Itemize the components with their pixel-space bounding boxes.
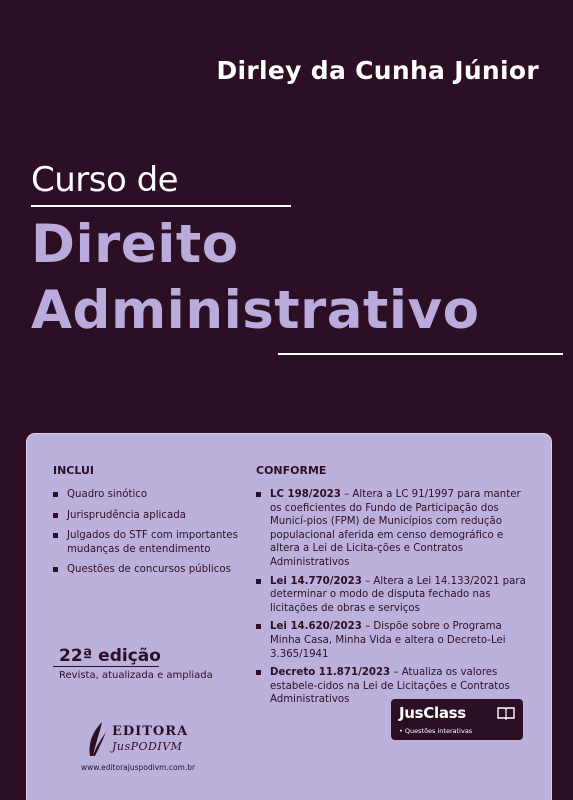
edition-rule: [53, 666, 159, 667]
conforme-heading: CONFORME: [256, 464, 327, 477]
list-item: Decreto 11.871/2023 – Atualiza os valores estabele-cidos na Lei de Licitações e Contratos Administrativos: [256, 666, 531, 707]
publisher-logo: [82, 720, 202, 760]
author-name: Dirley da Cunha Júnior: [216, 56, 539, 85]
bullet-icon: [256, 579, 261, 584]
inclui-list: [53, 488, 243, 584]
edition-subtitle: Revista, atualizada e ampliada: [59, 670, 213, 681]
list-item: Questões de concursos públicos: [53, 563, 243, 577]
book-icon: [497, 706, 515, 720]
publisher-name: EDITORA: [112, 724, 189, 739]
jusclass-name: JusClass: [399, 704, 466, 722]
title-prefix: Curso de: [31, 160, 179, 200]
bullet-icon: [53, 567, 58, 572]
bullet-icon: [53, 492, 58, 497]
info-panel: [27, 434, 551, 800]
jusclass-badge: [391, 699, 523, 740]
list-item: Julgados do STF com importantes mudanças de entendimento: [53, 529, 243, 556]
list-item: LC 198/2023 – Altera a LC 91/1997 para manter os coeficientes do Fundo de Participação dos Municí-pios (FPM) de Municípios com redução populacional aferida em censo demográfico e altera a Lei de Licita-ções e Contratos Administrativos: [256, 488, 531, 570]
bullet-icon: [256, 492, 261, 497]
title-bottom-rule: [278, 353, 563, 355]
bullet-icon: [53, 513, 58, 518]
quill-icon: [82, 720, 108, 758]
publisher-site: www.editorajuspodivm.com.br: [81, 763, 196, 772]
conforme-list: [256, 488, 531, 712]
list-item: Jurisprudência aplicada: [53, 509, 243, 523]
title-line-1: Direito: [31, 214, 239, 275]
bullet-icon: [256, 670, 261, 675]
edition-label: 22ª edição: [59, 646, 161, 666]
title-top-rule: [31, 205, 291, 207]
inclui-heading: INCLUI: [53, 464, 95, 477]
bullet-icon: [256, 624, 261, 629]
bullet-icon: [53, 533, 58, 538]
list-item: Lei 14.620/2023 – Dispõe sobre o Programa Minha Casa, Minha Vida e altera o Decreto-Lei 3.365/1941: [256, 620, 531, 661]
title-line-2: Administrativo: [31, 280, 480, 341]
publisher-brand: JusPODIVM: [112, 740, 183, 753]
jusclass-subtitle: • Questões interativas: [399, 727, 473, 735]
list-item: Lei 14.770/2023 – Altera a Lei 14.133/2021 para determinar o modo de disputa fechado nas licitações de obras e serviços: [256, 575, 531, 616]
list-item: Quadro sinótico: [53, 488, 243, 502]
